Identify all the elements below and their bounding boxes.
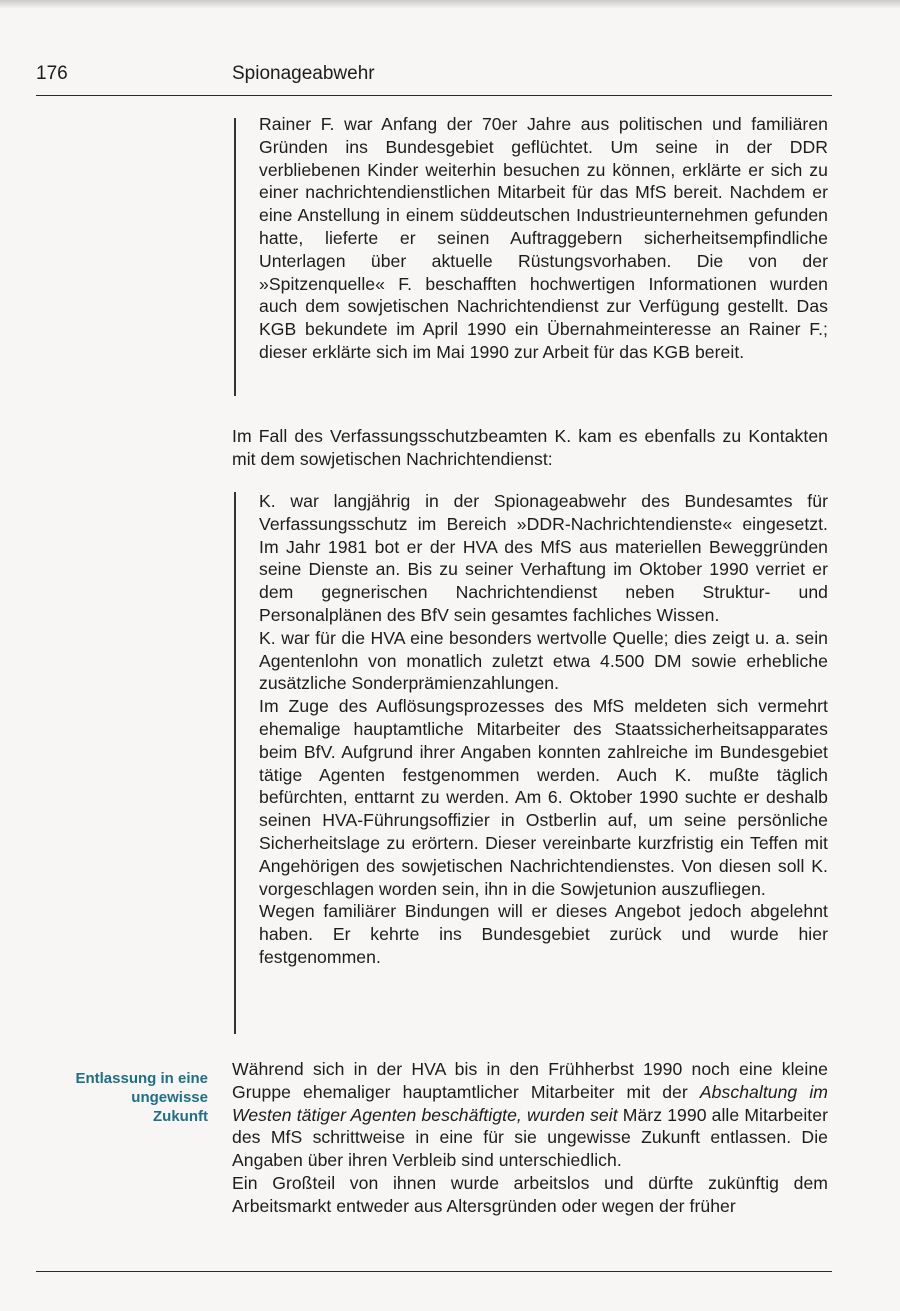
footer-rule xyxy=(36,1271,832,1272)
case-paragraph: K. war für die HVA eine besonders wertvolle Quelle; dies zeigt u. a. sein Agentenlohn von monatlich zuletzt etwa 4.500 DM sowie erhebliche zusätzliche Sonderprämienzahlungen. xyxy=(259,627,828,694)
running-title: Spionageabwehr xyxy=(232,63,375,84)
body-text: März 1990 alle Mitarbeiter des MfS schrittweise in eine für sie ungewisse Zukunft entlassen. Die Angaben über ihren Verbleib sind unterschiedlich. xyxy=(232,1104,828,1171)
margin-heading xyxy=(36,1069,208,1126)
body-paragraph: Im Fall des Verfassungsschutzbeamten K. kam es ebenfalls zu Kontakten mit dem sowjetischen Nachrichtendienst: xyxy=(232,426,828,469)
case-paragraph: Wegen familiärer Bindungen will er dieses Angebot jedoch abgelehnt haben. Er kehrte ins Bundesgebiet zurück und wurde hier festgenommen. xyxy=(259,901,828,967)
header-rule xyxy=(36,95,832,96)
case-excerpt-rule xyxy=(234,492,236,1034)
case-excerpt-rule xyxy=(234,118,236,396)
case-excerpt-k xyxy=(259,490,828,969)
body-paragraph: Ein Großteil von ihnen wurde arbeitslos und dürfte zukünftig dem Arbeitsmarkt entweder aus Altersgründen oder wegen der früher xyxy=(232,1172,828,1216)
body-text: Während sich in der HVA bis in den Frühherbst 1990 noch eine kleine Gruppe ehemaliger hauptamtlicher Mitarbeiter mit der xyxy=(232,1059,828,1102)
margin-heading-line: Entlassung in eine xyxy=(75,1070,208,1087)
body-text-italic: Abschaltung im Westen tätiger Agenten beschäftigte, wurden seit xyxy=(232,1081,828,1125)
page-top-edge xyxy=(0,0,900,8)
case-paragraph: K. war langjährig in der Spionageabwehr des Bundesamtes für Verfassungsschutz im Bereich »DDR-Nachrichtendienste« eingesetzt. Im Jahr 1981 bot er der HVA des MfS aus materiellen Beweggründen seine Dienste an. Bis zu seiner Verhaftung im Oktober 1990 verriet er dem gegnerischen Nachrichtendienst neben Struktur- und Personalplänen des BfV sein gesamtes fachliches Wissen. xyxy=(259,491,828,625)
body-section-entlassung xyxy=(232,1058,828,1218)
page-number: 176 xyxy=(36,63,68,84)
case-paragraph: Rainer F. war Anfang der 70er Jahre aus politischen und familiären Gründen ins Bundesgebiet geflüchtet. Um seine in der DDR verbliebenen Kinder weiterhin besuchen zu können, erklärte er sich zu einer nachrichtendienstlichen Mitarbeit für das MfS bereit. Nachdem er eine Anstellung in einem süddeutschen Industrieunternehmen gefunden hatte, lieferte er seinen Auftraggebern sicherheitsempfindliche Unterlagen über aktuelle Rüstungsvorhaben. Die von der »Spitzenquelle« F. beschafften hochwertigen Informationen wurden auch dem sowjetischen Nachrichtendienst zur Verfügung gestellt. Das KGB bekundete im April 1990 ein Übernahmeinteresse an Rainer F.; dieser erklärte sich im Mai 1990 zur Arbeit für das KGB bereit. xyxy=(259,114,828,362)
case-paragraph: Im Zuge des Auflösungsprozesses des MfS meldeten sich vermehrt ehemalige hauptamtliche Mitarbeiter des Staatssicherheitsapparates beim BfV. Aufgrund ihrer Angaben konnten zahlreiche im Bundesgebiet tätige Agenten festgenommen werden. Auch K. mußte täglich befürchten, enttarnt zu werden. Am 6. Oktober 1990 suchte er deshalb seinen HVA-Führungsoffizier in Ostberlin auf, um seine persönliche Sicherheitslage zu erörtern. Dieser vereinbarte kurzfristig ein Teffen mit Angehörigen des sowjetischen Nachrichtendienstes. Von diesen soll K. vorgeschlagen worden sein, ihn in die Sowjetunion auszufliegen. xyxy=(259,696,828,899)
margin-heading-line: Zukunft xyxy=(153,1108,208,1125)
body-paragraph-intro xyxy=(232,425,828,471)
margin-heading-line: ungewisse xyxy=(131,1089,208,1106)
body-paragraph xyxy=(232,1058,828,1172)
case-excerpt-rainer-f xyxy=(259,113,828,364)
